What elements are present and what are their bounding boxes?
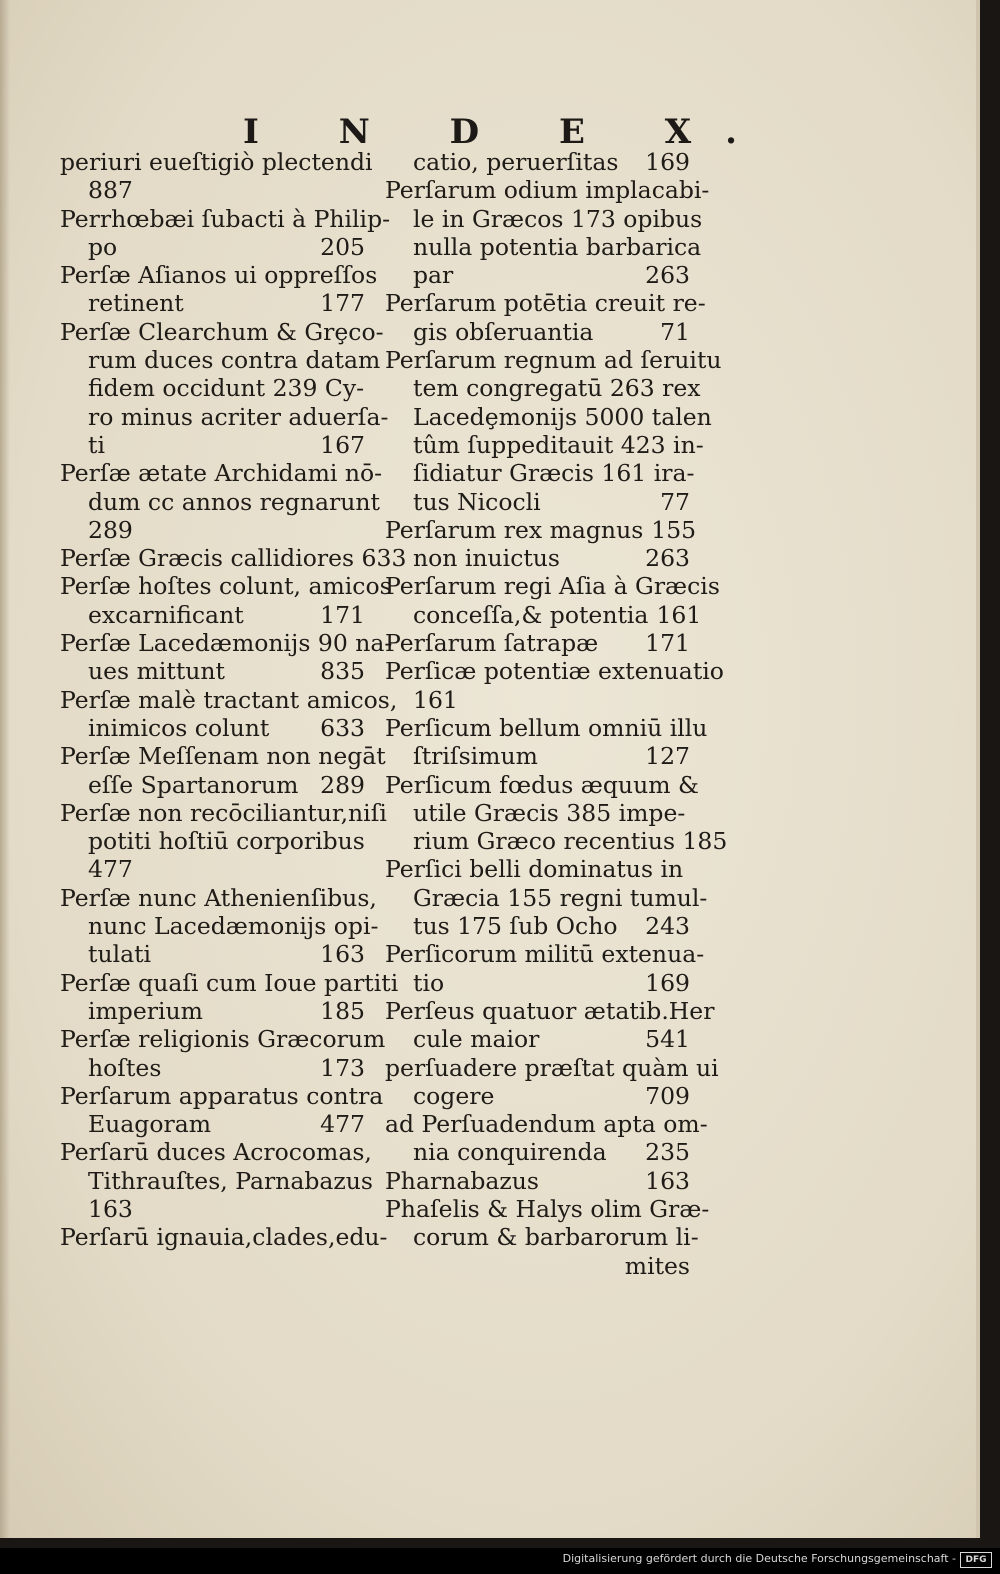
entry-text: hoſtes <box>88 1053 162 1082</box>
index-entry-line <box>60 997 365 1025</box>
index-entry-line <box>385 204 703 233</box>
page-number: 541 <box>645 1025 690 1054</box>
entry-text: 477 <box>88 855 133 884</box>
entry-text: non inuictus <box>413 544 560 573</box>
index-entry-line <box>60 402 389 431</box>
entry-text: Lacedȩmonijs 5000 talen <box>413 402 712 431</box>
entry-text: Perſarum ſatrapæ <box>385 629 599 658</box>
index-entry-line <box>60 685 398 714</box>
entry-text: dum cc annos regnarunt <box>88 487 380 516</box>
page-number: 205 <box>320 232 365 261</box>
entry-text: Perſæ malè tractant amicos, <box>60 685 398 714</box>
index-entry-line <box>385 148 690 176</box>
index-entry-line <box>385 572 720 601</box>
entry-text: Perſæ nunc Athenienſibus, <box>60 883 377 912</box>
entry-text: Perſicæ potentiæ extenuatio <box>385 657 724 686</box>
index-entry-line <box>60 657 365 685</box>
page-number: 161 <box>656 600 702 629</box>
index-entry-line <box>60 317 384 346</box>
index-entry-line <box>385 969 690 997</box>
index-entry-line <box>60 459 383 488</box>
entry-text: Perſarū ignauia,clades,edu- <box>60 1223 388 1252</box>
entry-text: Euagoram <box>88 1110 212 1139</box>
entry-text: imperium <box>88 996 203 1025</box>
entry-text: Perſæ Græcis callidiores 633 <box>60 544 407 573</box>
index-entry-line <box>60 629 393 658</box>
index-entry-line <box>60 233 365 261</box>
footer-text: Digitalisierung gefördert durch die Deutsche Forschungsgemeinschaft - <box>562 1552 956 1565</box>
index-entry-line <box>385 402 712 431</box>
index-entry-line <box>60 1223 388 1252</box>
page-number: 709 <box>645 1081 690 1110</box>
index-entry-line <box>385 799 690 827</box>
page-number: 177 <box>320 289 365 318</box>
page-number: 173 <box>320 1053 365 1082</box>
entry-text: Perſicum fœdus æquum & <box>385 770 699 799</box>
entry-text: Perſæ hoſtes colunt, amicos <box>60 572 392 601</box>
entry-text: Perſicorum militū extenua- <box>385 940 705 969</box>
page-number: 185 <box>320 996 365 1025</box>
index-entry-line <box>385 1223 699 1252</box>
entry-text: excarnificant <box>88 600 244 629</box>
entry-text: tus Nicocli <box>413 487 541 516</box>
entry-text: 289 <box>88 515 133 544</box>
index-entry-line <box>60 148 373 176</box>
entry-text: rum duces contra datam <box>88 346 381 375</box>
index-entry-line <box>385 713 708 742</box>
index-column-right <box>385 148 728 1280</box>
entry-text: corum & barbarorum li- <box>413 1223 699 1252</box>
page-title: I N D E X. <box>243 112 771 152</box>
index-entry-line <box>385 176 710 205</box>
index-entry-line <box>385 1252 690 1280</box>
index-entry-line <box>385 261 690 289</box>
page-number: 163 <box>645 1166 690 1195</box>
index-entry-line <box>60 912 379 941</box>
entry-text: Perſæ Meſſenam non negāt <box>60 742 386 771</box>
index-entry-line <box>60 516 365 544</box>
digitization-footer <box>0 1548 1000 1574</box>
entry-text: Perſarum odium implacabi- <box>385 176 710 205</box>
index-entry-line <box>385 374 701 403</box>
entry-text: inimicos colunt <box>88 713 270 742</box>
index-entry-line <box>60 1195 365 1223</box>
index-entry-line <box>385 657 724 686</box>
index-entry-line <box>60 714 365 742</box>
entry-text: Perſeus quatuor ætatib.Her <box>385 996 715 1025</box>
entry-text: eſſe Spartanorum <box>88 770 299 799</box>
index-entry-line <box>385 742 690 770</box>
entry-text: par <box>413 261 454 290</box>
entry-text: Perſarū duces Acrocomas, <box>60 1138 372 1167</box>
entry-text: Græcia 155 regni tumul- <box>413 883 708 912</box>
index-entry-line <box>385 1167 690 1195</box>
entry-text: perſuadere præſtat quàm ui <box>385 1053 719 1082</box>
page-number: 171 <box>320 600 365 629</box>
index-entry-line <box>385 1194 710 1223</box>
entry-text: Perſarum regnum ad ſeruitu <box>385 346 722 375</box>
entry-text: Perrhœbæi ſubacti à Philip- <box>60 204 391 233</box>
entry-text: Perſæ quaſi cum Ioue partiti <box>60 968 399 997</box>
page-number: 289 <box>320 770 365 799</box>
index-entry-line <box>60 1138 372 1167</box>
dfg-logo: DFG <box>960 1552 992 1568</box>
entry-text: cule maior <box>413 1025 540 1054</box>
page-number: 169 <box>645 968 690 997</box>
index-entry-line <box>60 1110 365 1138</box>
index-entry-line <box>385 232 702 261</box>
entry-text: Pharnabazus <box>385 1166 539 1195</box>
index-entry-line <box>385 940 705 969</box>
index-entry-line <box>60 374 365 402</box>
entry-text: rium Græco recentius 185 <box>413 827 728 856</box>
entry-text: Perſarum apparatus contra <box>60 1081 384 1110</box>
page-number: 171 <box>645 629 690 658</box>
index-entry-line <box>385 459 695 488</box>
page-number: 155 <box>651 515 697 544</box>
index-entry-line <box>385 318 690 346</box>
index-entry-line <box>385 1025 690 1053</box>
index-entry-line <box>385 346 722 375</box>
index-entry-line <box>385 1082 690 1110</box>
entry-text: fidem occidunt 239 Cy- <box>88 374 365 403</box>
entry-text: catio, peruerſitas <box>413 148 619 176</box>
entry-text: Phaſelis & Halys olim Græ- <box>385 1194 710 1223</box>
page-number: 477 <box>320 1110 365 1139</box>
index-entry-line <box>385 1138 690 1166</box>
entry-text: Tithrauſtes, Parnabazus <box>88 1166 373 1195</box>
entry-text: tûm ſuppeditauit 423 in- <box>413 430 704 459</box>
page-gutter-shadow <box>0 0 10 1538</box>
entry-text: mites <box>624 1251 690 1280</box>
entry-text: Perſæ Clearchum & Grȩco- <box>60 317 384 346</box>
entry-text: ſidiatur Græcis 161 ira- <box>413 459 695 488</box>
index-entry-line <box>60 204 391 233</box>
page-number: 77 <box>660 487 690 516</box>
index-entry-line <box>60 572 392 601</box>
entry-text: retinent <box>88 289 184 318</box>
entry-text: Perſæ Aſianos ui oppreſſos <box>60 261 378 290</box>
entry-text: Perſicum bellum omniū illu <box>385 713 708 742</box>
index-entry-line <box>385 912 690 940</box>
entry-text: Perſarum potētia creuit re- <box>385 289 706 318</box>
page-number: 835 <box>320 657 365 686</box>
index-entry-line <box>60 346 381 375</box>
entry-text: Perſici belli dominatus in <box>385 855 684 884</box>
entry-text: tulati <box>88 940 152 969</box>
entry-text: nulla potentia barbarica <box>413 232 702 261</box>
index-entry-line <box>60 601 365 629</box>
entry-text: le in Græcos 173 opibus <box>413 204 703 233</box>
index-entry-line <box>60 940 365 968</box>
index-entry-line <box>385 855 690 883</box>
index-entry-line <box>385 686 690 714</box>
index-entry-line <box>60 431 365 459</box>
page-number: 169 <box>645 148 690 176</box>
entry-text: ues mittunt <box>88 657 225 686</box>
page-number: 167 <box>320 430 365 459</box>
index-entry-line <box>60 883 377 912</box>
page-number: 263 <box>645 261 690 290</box>
index-entry-line <box>60 176 365 204</box>
index-entry-line <box>60 855 365 883</box>
entry-text: 161 <box>413 685 458 714</box>
index-entry-line <box>60 487 380 516</box>
entry-text: Perſæ Lacedæmonijs 90 na- <box>60 629 393 658</box>
index-entry-line <box>60 968 399 997</box>
entry-text: cogere <box>413 1081 495 1110</box>
index-entry-line <box>385 430 704 459</box>
entry-text: 887 <box>88 176 133 205</box>
index-column-left <box>60 148 407 1252</box>
index-entry-line <box>385 488 690 516</box>
index-entry-line <box>385 770 699 799</box>
index-entry-line <box>60 289 365 317</box>
entry-text: tus 175 ſub Ocho <box>413 912 618 941</box>
index-entry-line <box>60 771 365 799</box>
entry-text: Perſæ religionis Græcorum <box>60 1025 386 1054</box>
index-entry-line <box>385 515 697 544</box>
index-entry-line <box>385 544 690 572</box>
index-entry-line <box>385 827 728 856</box>
entry-text: potiti hoſtiū corporibus <box>88 827 365 856</box>
index-entry-line <box>385 883 708 912</box>
page-number: 127 <box>645 742 690 771</box>
entry-text: utile Græcis 385 impe- <box>413 798 686 827</box>
index-entry-line <box>60 1054 365 1082</box>
index-entry-line <box>60 544 407 573</box>
index-entry-line <box>385 996 715 1025</box>
entry-text: tio <box>413 968 445 997</box>
entry-text: nunc Lacedæmonijs opi- <box>88 912 379 941</box>
entry-text: ti <box>88 430 105 459</box>
entry-text: nia conquirenda <box>413 1138 607 1167</box>
page-number: 263 <box>645 544 690 573</box>
entry-text: ad Perſuadendum apta om- <box>385 1110 708 1139</box>
index-entry-line <box>60 1166 373 1195</box>
index-entry-line <box>60 827 365 855</box>
entry-text: po <box>88 232 118 261</box>
page-number: 633 <box>320 713 365 742</box>
page-number: 243 <box>645 912 690 941</box>
entry-text: conceſſa,& potentia <box>413 600 649 629</box>
index-entry-line <box>60 261 378 290</box>
index-entry-line <box>385 289 706 318</box>
index-entry-line <box>60 742 386 771</box>
page-number: 163 <box>320 940 365 969</box>
entry-text: 163 <box>88 1194 133 1223</box>
index-entry-line <box>385 600 702 629</box>
index-entry-line <box>60 1081 384 1110</box>
page-number: 235 <box>645 1138 690 1167</box>
index-entry-line <box>385 1110 708 1139</box>
index-entry-line <box>60 798 387 827</box>
entry-text: ſtriſsimum <box>413 742 538 771</box>
entry-text: Perſæ ætate Archidami nō- <box>60 459 383 488</box>
entry-text: gis obſeruantia <box>413 317 594 346</box>
entry-text: Perſarum rex magnus <box>385 515 644 544</box>
entry-text: Perſarum regi Aſia à Græcis <box>385 572 720 601</box>
index-entry-line <box>385 1053 719 1082</box>
index-entry-line <box>60 1025 386 1054</box>
entry-text: tem congregatū 263 rex <box>413 374 701 403</box>
index-entry-line <box>385 629 690 657</box>
entry-text: Perſæ non recōciliantur,niſi <box>60 798 387 827</box>
entry-text: periuri eueſtigiò plectendi <box>60 148 373 176</box>
page-number: 71 <box>660 317 690 346</box>
entry-text: ro minus acriter aduerſa- <box>88 402 389 431</box>
